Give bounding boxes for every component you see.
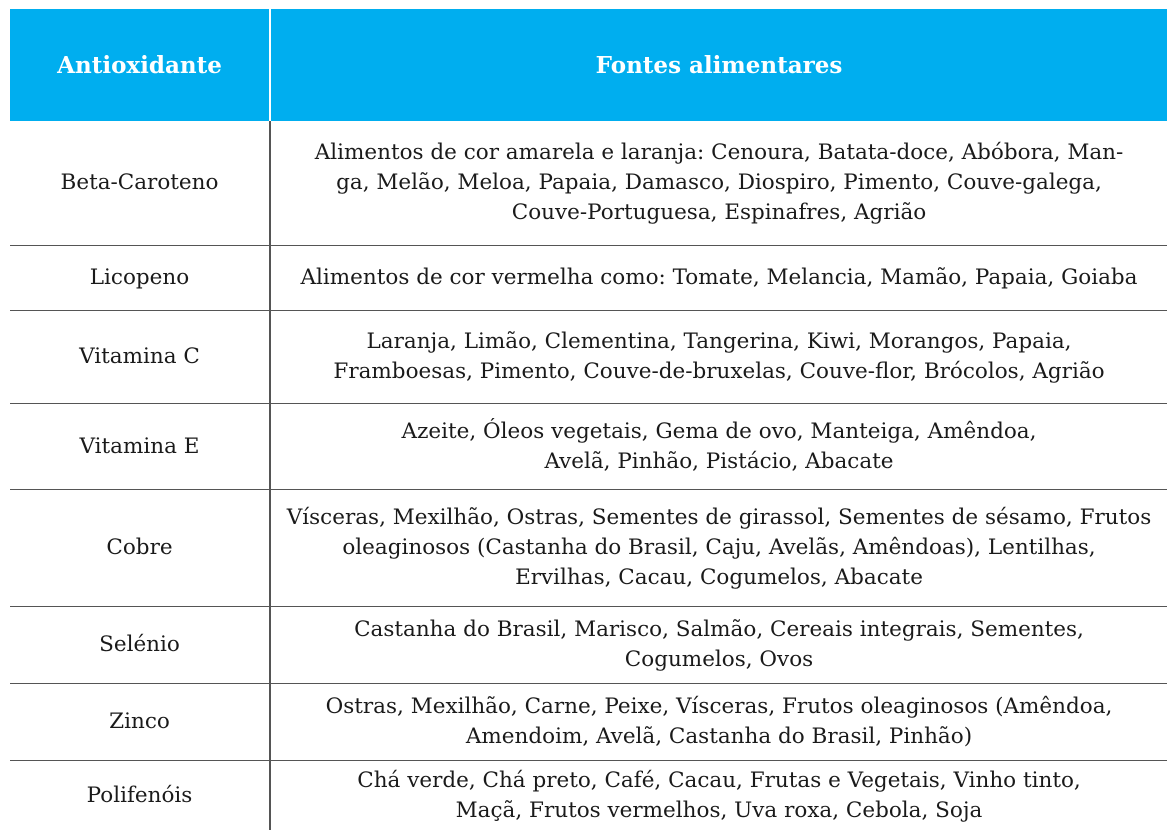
row-name-selenio: Selénio: [10, 607, 271, 684]
row-sources-polifenois: Chá verde, Chá preto, Café, Cacau, Frutas e Vegetais, Vinho tinto, Maçã, Frutos vermelhos, Uva roxa, Cebola, Soja: [357, 767, 1081, 823]
row-sources-zinco: Ostras, Mexilhão, Carne, Peixe, Vísceras, Frutos oleaginosos (Amêndoa, Amendoim, Avelã, Castanha do Brasil, Pinhão): [271, 684, 1167, 761]
row-sources-vitamina-e: Azeite, Óleos vegetais, Gema de ovo, Manteiga, Amêndoa, Avelã, Pinhão, Pistácio, Abacate: [271, 404, 1167, 490]
row-name-vitamina-e: Vitamina E: [10, 404, 271, 490]
header-antioxidante: Antioxidante: [10, 9, 271, 121]
row-name-zinco: Zinco: [10, 684, 271, 761]
table-grid: [10, 9, 1167, 833]
row-name-licopeno: Licopeno: [10, 246, 271, 311]
row-sources-selenio: Castanha do Brasil, Marisco, Salmão, Cereais integrais, Sementes, Cogumelos, Ovos: [271, 607, 1167, 684]
row-name-beta-caroteno: Beta-Caroteno: [10, 121, 271, 246]
row-name-vitamina-c: Vitamina C: [10, 311, 271, 404]
header-fontes-alimentares: Fontes alimentares: [271, 9, 1167, 121]
row-sources-cobre: Vísceras, Mexilhão, Ostras, Sementes de girassol, Sementes de sésamo, Frutos oleaginosos (Castanha do Brasil, Caju, Avelãs, Amêndoas), Lentilhas, Ervilhas, Cacau, Cogumelos, Abacate: [271, 490, 1167, 607]
row-sources-licopeno: Alimentos de cor vermelha como: Tomate, Melancia, Mamão, Papaia, Goiaba: [271, 246, 1167, 311]
row-sources-vitamina-c: Laranja, Limão, Clementina, Tangerina, Kiwi, Morangos, Papaia, Framboesas, Pimento, Couve-de-bruxelas, Couve-flor, Brócolos, Agrião: [271, 311, 1167, 404]
row-sources-beta-caroteno: Alimentos de cor amarela e laranja: Cenoura, Batata-doce, Abóbora, Man- ga, Melão, Meloa, Papaia, Damasco, Diospiro, Pimento, Couve-galega, Couve-Portuguesa, Espinafres, Agrião: [271, 121, 1167, 246]
row-name-cobre: Cobre: [10, 490, 271, 607]
antioxidant-table: [10, 9, 1167, 833]
row-name-polifenois: Polifenóis: [10, 761, 271, 830]
